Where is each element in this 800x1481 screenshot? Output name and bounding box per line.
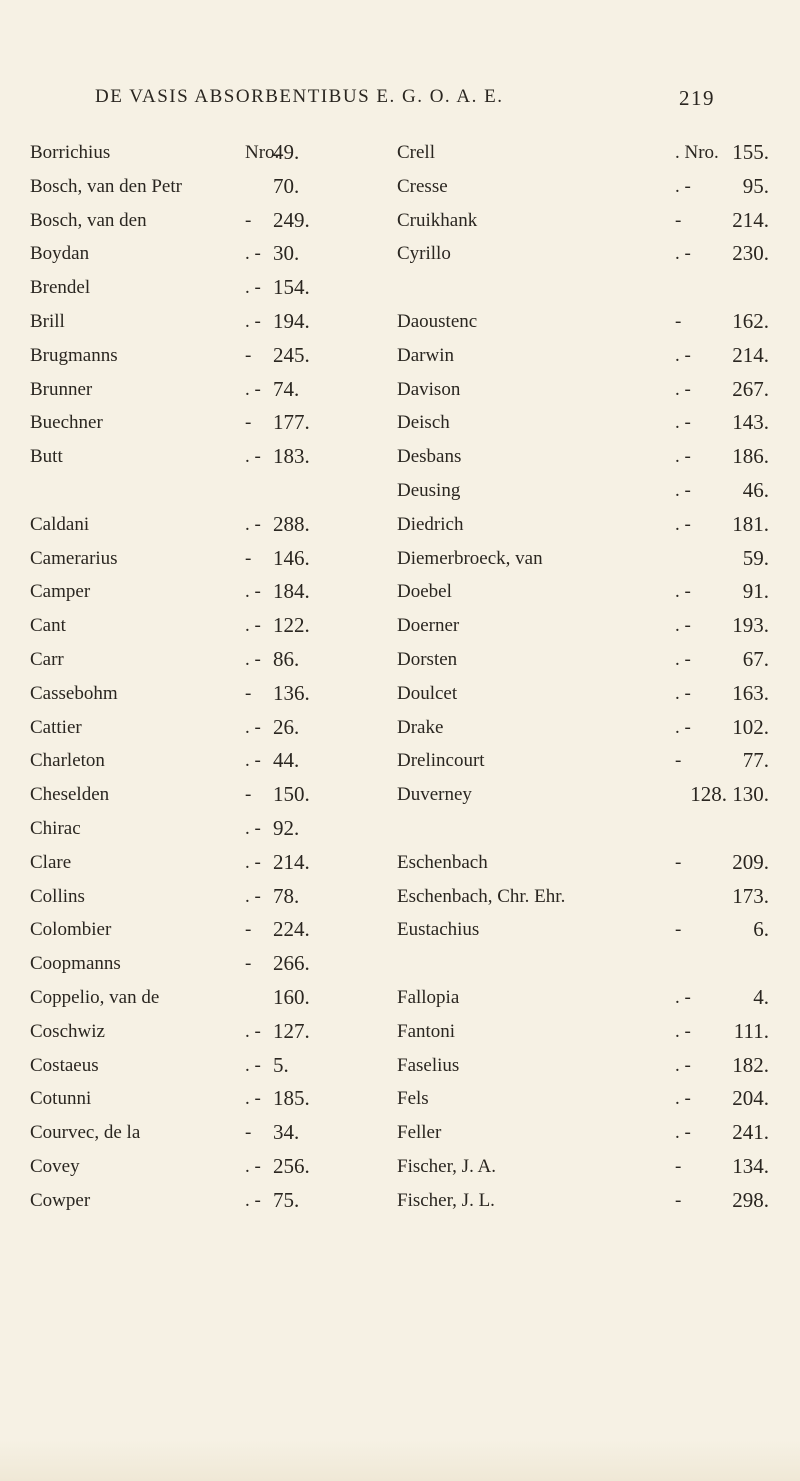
index-entry — [397, 1082, 769, 1116]
index-spacer — [30, 474, 382, 508]
index-entry — [30, 1116, 382, 1150]
entry-leader: . - — [245, 378, 261, 400]
entry-name: Fantoni — [397, 1020, 456, 1042]
entry-page-number: 78. — [273, 883, 300, 908]
entry-name: Covey — [30, 1155, 80, 1177]
index-entry — [397, 1184, 769, 1218]
entry-leader: . - — [675, 344, 691, 366]
index-spacer — [397, 947, 769, 981]
entry-name: Fischer, J. L. — [397, 1189, 495, 1211]
index-entry — [397, 237, 769, 271]
entry-name: Eustachius — [397, 919, 480, 941]
index-entry — [30, 947, 382, 981]
entry-page-number: 173. — [732, 883, 769, 908]
entry-name: Cant — [30, 615, 66, 637]
entry-name: Darwin — [397, 344, 454, 366]
entry-leader: . - — [245, 243, 261, 265]
entry-page-number: 224. — [273, 917, 310, 942]
index-entry — [397, 474, 769, 508]
entry-leader: . - — [675, 513, 691, 535]
entry-page-number: 256. — [273, 1153, 310, 1178]
entry-leader: . - — [245, 1054, 261, 1076]
index-entry — [397, 440, 769, 474]
index-column-left — [30, 136, 382, 1218]
index-spacer — [397, 271, 769, 305]
entry-leader: - — [675, 1155, 682, 1177]
entry-name: Fallopia — [397, 986, 460, 1008]
entry-leader: . - — [245, 513, 261, 535]
index-entry — [30, 1049, 382, 1083]
entry-page-number: 111. — [733, 1018, 769, 1043]
running-header — [95, 86, 715, 116]
entry-leader: . - — [245, 648, 261, 670]
index-entry — [397, 305, 769, 339]
entry-leader: . - — [675, 175, 691, 197]
index-entry — [397, 170, 769, 204]
entry-leader: . - — [245, 1189, 261, 1211]
index-entry — [30, 744, 382, 778]
page-bottom-margin — [0, 1440, 800, 1481]
index-entry — [397, 880, 769, 914]
entry-name: Borrichius — [30, 142, 111, 163]
entry-name: Cowper — [30, 1189, 91, 1211]
entry-name: Charleton — [30, 750, 105, 772]
entry-leader: . - — [245, 851, 261, 873]
entry-page-number: 162. — [732, 308, 769, 333]
entry-page-number: 86. — [273, 646, 300, 671]
entry-name: Drake — [397, 716, 444, 738]
index-entry — [30, 880, 382, 914]
entry-page-number: 70. — [273, 173, 300, 198]
entry-leader: - — [675, 310, 682, 332]
index-entry — [30, 204, 382, 238]
index-entry — [30, 1150, 382, 1184]
entry-leader: - — [245, 547, 252, 569]
index-entry — [397, 981, 769, 1015]
entry-page-number: 46. — [742, 477, 769, 502]
entry-name: Cyrillo — [397, 243, 451, 265]
entry-page-number: 214. — [273, 849, 310, 874]
entry-page-number: 184. — [273, 579, 310, 604]
entry-leader: . - — [675, 648, 691, 670]
entry-name: Feller — [397, 1122, 442, 1144]
entry-name: Cassebohm — [30, 682, 118, 704]
entry-name: Collins — [30, 885, 85, 907]
entry-page-number: 249. — [273, 207, 310, 232]
entry-name: Doebel — [397, 581, 452, 603]
entry-name: Desbans — [397, 446, 462, 468]
entry-leader: - — [245, 344, 252, 366]
index-entry — [30, 1184, 382, 1218]
entry-page-number: 75. — [273, 1187, 300, 1212]
entry-leader: . - — [245, 817, 261, 839]
index-entry — [30, 508, 382, 542]
entry-page-number: 128. 130. — [690, 782, 769, 807]
index-entry — [397, 1049, 769, 1083]
entry-page-number: 245. — [273, 342, 310, 367]
entry-name: Cattier — [30, 716, 82, 738]
index-entry — [397, 542, 769, 576]
entry-leader: . - — [675, 378, 691, 400]
entry-name: Chirac — [30, 817, 81, 839]
entry-name: Cotunni — [30, 1088, 92, 1110]
entry-name: Diemerbroeck, van — [397, 547, 543, 569]
entry-leader: - — [675, 209, 682, 231]
entry-page-number: 181. — [732, 511, 769, 536]
entry-leader: . - — [245, 581, 261, 603]
index-entry — [397, 1015, 769, 1049]
index-entry — [30, 1082, 382, 1116]
entry-page-number: 102. — [732, 714, 769, 739]
entry-name: Crell — [397, 142, 435, 163]
entry-leader: - — [675, 919, 682, 941]
entry-leader: . - — [245, 277, 261, 299]
index-entry — [30, 136, 382, 170]
index-entry — [397, 609, 769, 643]
index-entry — [30, 846, 382, 880]
entry-leader: . - — [245, 1020, 261, 1042]
index-entry — [30, 643, 382, 677]
entry-leader: - — [675, 750, 682, 772]
entry-page-number: 185. — [273, 1086, 310, 1111]
entry-name: Costaeus — [30, 1054, 99, 1076]
entry-leader: . - — [675, 446, 691, 468]
index-entry — [397, 373, 769, 407]
entry-leader: . - — [675, 615, 691, 637]
entry-name: Fischer, J. A. — [397, 1155, 496, 1177]
entry-page-number: 288. — [273, 511, 310, 536]
entry-name: Clare — [30, 851, 72, 873]
entry-name: Cruikhank — [397, 209, 478, 231]
entry-page-number: 186. — [732, 444, 769, 469]
entry-page-number: 26. — [273, 714, 300, 739]
entry-name: Davison — [397, 378, 461, 400]
entry-leader: - — [245, 919, 252, 941]
entry-leader: . - — [675, 243, 691, 265]
index-entry — [397, 204, 769, 238]
entry-leader: . - — [675, 1020, 691, 1042]
entry-page-number: 59. — [742, 545, 769, 570]
entry-page-number: 204. — [732, 1086, 769, 1111]
entry-name: Doerner — [397, 615, 460, 637]
entry-page-number: 143. — [732, 410, 769, 435]
entry-leader: . - — [675, 479, 691, 501]
entry-leader: . - — [675, 986, 691, 1008]
entry-name: Bosch, van den — [30, 209, 147, 231]
entry-page-number: 163. — [732, 680, 769, 705]
entry-page-number: 4. — [753, 984, 769, 1009]
entry-leader: . - — [675, 412, 691, 434]
index-entry — [397, 1150, 769, 1184]
entry-page-number: 5. — [273, 1052, 289, 1077]
entry-name: Dorsten — [397, 648, 458, 670]
entry-name: Camper — [30, 581, 91, 603]
index-entry — [30, 237, 382, 271]
entry-page-number: 122. — [273, 613, 310, 638]
entry-page-number: 160. — [273, 984, 310, 1009]
index-entry — [30, 812, 382, 846]
entry-page-number: 34. — [273, 1120, 300, 1145]
entry-page-number: 194. — [273, 308, 310, 333]
entry-name: Caldani — [30, 513, 90, 535]
entry-page-number: 67. — [742, 646, 769, 671]
entry-name: Daoustenc — [397, 310, 478, 332]
entry-leader: Nro. — [245, 142, 280, 163]
entry-leader: - — [675, 1189, 682, 1211]
index-entry — [30, 609, 382, 643]
entry-name: Bosch, van den Petr — [30, 175, 182, 197]
index-entry — [30, 1015, 382, 1049]
entry-name: Brunner — [30, 378, 93, 400]
entry-page-number: 209. — [732, 849, 769, 874]
entry-name: Brendel — [30, 277, 91, 299]
entry-leader: - — [245, 953, 252, 975]
entry-leader: . - — [245, 716, 261, 738]
entry-leader: . - — [245, 310, 261, 332]
entry-page-number: 155. — [732, 140, 769, 164]
entry-page-number: 92. — [273, 815, 300, 840]
entry-leader: . - — [675, 1122, 691, 1144]
index-entry — [30, 271, 382, 305]
entry-leader: . - — [245, 885, 261, 907]
entry-page-number: 150. — [273, 782, 310, 807]
entry-page-number: 134. — [732, 1153, 769, 1178]
index-entry — [397, 711, 769, 745]
entry-leader: . - — [245, 1155, 261, 1177]
entry-name: Coppelio, van de — [30, 986, 160, 1008]
index-entry — [30, 373, 382, 407]
entry-page-number: 49. — [273, 140, 300, 164]
entry-page-number: 183. — [273, 444, 310, 469]
entry-leader: . - — [245, 1088, 261, 1110]
entry-name: Faselius — [397, 1054, 460, 1076]
entry-leader: . - — [675, 682, 691, 704]
entry-leader: . - — [245, 446, 261, 468]
entry-leader: . Nro. — [675, 142, 719, 163]
index-spacer — [397, 812, 769, 846]
entry-page-number: 154. — [273, 275, 310, 300]
entry-name: Colombier — [30, 919, 112, 941]
index-entry — [30, 913, 382, 947]
entry-page-number: 91. — [742, 579, 769, 604]
entry-name: Fels — [397, 1088, 429, 1110]
entry-name: Coopmanns — [30, 953, 121, 975]
entry-page-number: 30. — [273, 241, 300, 266]
entry-name: Drelincourt — [397, 750, 485, 772]
entry-name: Eschenbach — [397, 851, 488, 873]
entry-name: Brugmanns — [30, 344, 118, 366]
entry-leader: - — [245, 682, 252, 704]
entry-page-number: 241. — [732, 1120, 769, 1145]
entry-name: Deisch — [397, 412, 450, 434]
entry-name: Duverney — [397, 784, 472, 806]
entry-name: Camerarius — [30, 547, 118, 569]
entry-name: Carr — [30, 648, 64, 670]
index-entry — [30, 542, 382, 576]
page-number: 219 — [679, 86, 715, 110]
entry-name: Deusing — [397, 479, 461, 501]
entry-leader: . - — [675, 1054, 691, 1076]
entry-name: Cheselden — [30, 784, 110, 806]
index-entry — [30, 440, 382, 474]
index-entry — [397, 508, 769, 542]
entry-page-number: 182. — [732, 1052, 769, 1077]
running-title: DE VASIS ABSORBENTIBUS E. G. O. A. E. — [95, 86, 504, 107]
entry-name: Coschwiz — [30, 1020, 105, 1042]
index-entry — [30, 575, 382, 609]
entry-name: Doulcet — [397, 682, 458, 704]
entry-page-number: 298. — [732, 1187, 769, 1212]
entry-page-number: 214. — [732, 342, 769, 367]
entry-page-number: 127. — [273, 1018, 310, 1043]
entry-page-number: 95. — [742, 173, 769, 198]
entry-page-number: 74. — [273, 376, 300, 401]
entry-leader: - — [245, 784, 252, 806]
entry-name: Buechner — [30, 412, 103, 434]
index-entry — [30, 778, 382, 812]
entry-name: Boydan — [30, 243, 90, 265]
entry-page-number: 44. — [273, 748, 300, 773]
entry-page-number: 146. — [273, 545, 310, 570]
entry-name: Brill — [30, 310, 65, 332]
index-entry — [30, 981, 382, 1015]
entry-name: Cresse — [397, 175, 448, 197]
index-entry — [397, 406, 769, 440]
entry-leader: - — [245, 412, 252, 434]
index-entry — [397, 643, 769, 677]
index-column-right — [397, 136, 769, 1218]
index-entry — [30, 305, 382, 339]
index-entry — [397, 778, 769, 812]
index-entry — [30, 406, 382, 440]
index-entry — [30, 339, 382, 373]
index-entry — [30, 170, 382, 204]
entry-page-number: 136. — [273, 680, 310, 705]
index-entry — [397, 913, 769, 947]
index-entry — [397, 339, 769, 373]
entry-page-number: 193. — [732, 613, 769, 638]
entry-page-number: 267. — [732, 376, 769, 401]
index-entry — [397, 677, 769, 711]
entry-page-number: 266. — [273, 951, 310, 976]
entry-leader: . - — [675, 1088, 691, 1110]
entry-leader: . - — [675, 716, 691, 738]
index-entry — [397, 136, 769, 170]
entry-page-number: 230. — [732, 241, 769, 266]
entry-leader: - — [245, 209, 252, 231]
entry-name: Eschenbach, Chr. Ehr. — [397, 885, 566, 907]
entry-page-number: 6. — [753, 917, 769, 942]
entry-page-number: 214. — [732, 207, 769, 232]
entry-leader: . - — [245, 750, 261, 772]
entry-page-number: 177. — [273, 410, 310, 435]
index-entry — [397, 846, 769, 880]
entry-leader: . - — [245, 615, 261, 637]
entry-page-number: 77. — [742, 748, 769, 773]
entry-leader: - — [675, 851, 682, 873]
entry-name: Diedrich — [397, 513, 464, 535]
index-entry — [397, 744, 769, 778]
index-entry — [397, 575, 769, 609]
index-entry — [30, 711, 382, 745]
entry-name: Courvec, de la — [30, 1122, 141, 1144]
entry-leader: . - — [675, 581, 691, 603]
index-entry — [30, 677, 382, 711]
index-entry — [397, 1116, 769, 1150]
entry-name: Butt — [30, 446, 63, 468]
entry-leader: - — [245, 1122, 252, 1144]
